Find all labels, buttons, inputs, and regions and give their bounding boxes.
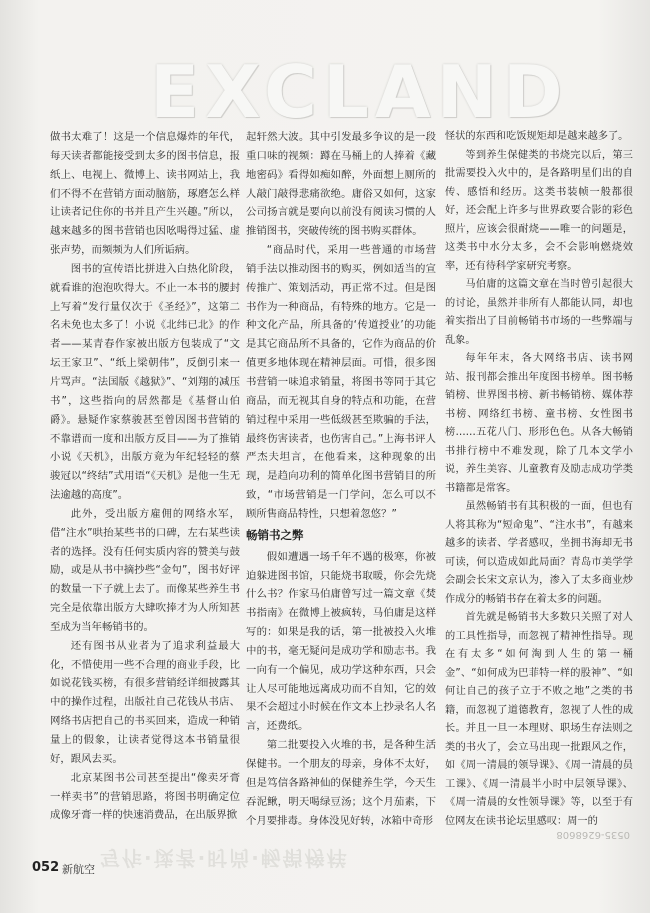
text-column-3 [445,128,633,831]
paragraph: 图书的宣传语比拼进入白热化阶段，就看谁的泡泡吹得大。不止一本书的腰封上写着“发行量仅次于《圣经》”，这第二名未免也太多了！小说《北纬已北》的作者——某青春作家被出版方包装成了“文坛王家卫”、“纸上梁朝伟”，反倒引来一片骂声。“法国版《越狱》”、“刘翔的减压书”，这些指向的居然都是《基督山伯爵》。悬疑作家蔡骏甚至曾因图书营销的不靠谱而一度和出版方反目——为了推销小说《天机》，出版方竟为年纪轻轻的蔡骏冠以“终结”式用语“《天机》是他一生无法逾越的高度”。 [50,262,240,502]
bleed-through-phone: 0535-6268608 [556,829,630,840]
page-number: 052 [32,860,60,875]
paragraph: 马伯庸的这篇文章在当时曾引起很大的讨论，虽然并非所有人都能认同，却也着实指出了目前畅销书市场的一些弊端与乱象。 [445,279,633,346]
paragraph: 怪状的东西和吃饭规矩却是越来越多了。 [445,131,629,142]
paragraph: 北京某图书公司甚至提出“像卖牙膏一样卖书”的营销思路，将图书明确定位成像牙膏一样的快速消费品，在出版界掀 [50,771,240,822]
paragraph: 还有图书从业者为了追求利益最大化，不惜使用一些不合理的商业手段，比如说花钱买榜，有很多营销经详细披露其中的操作过程，出版社自己花钱从书店、网络书店把自己的书买回来，造成一种销量上的假象，让读者觉得这本书销量很好，跟风去买。 [50,639,240,765]
paragraph: 等到养生保健类的书烧完以后，第三批需要投入火中的，是各路明星们出的自传、感悟和经历。这类书装帧一般都很好，还会配上许多与世界政要合影的彩色照片，应该会很耐烧——唯一的问题是，这类书中水分太多，会不会影响燃烧效率，还有待科学家研究考察。 [445,149,633,272]
paragraph: 虽然畅销书有其积极的一面，但也有人将其称为“短命鬼”、“注水书”，有越来越多的读者、学者感叹，坐拥书海却无书可读，何以造成如此局面？青岛市美学学会副会长宋文京认为，渗入了太多商业炒作成分的畅销书存在着太多的问题。 [445,501,633,605]
paragraph: 首先就是畅销书大多数只关照了对人的工具性指导，而忽视了精神性指导。现在有太多“如何淘到人生的第一桶金”、“如何成为巴菲特一样的股神”、“如何让自己的孩子立于不败之地”之类的书籍，而忽视了道德教育，忽视了人性的成长。并且一旦一本理财、职场生存法则之类的书火了，会立马出现一批跟风之作，如《周一清晨的领导课》、《周一清晨的员工课》、《周一清晨半小时中层领导课》、《周一清晨的女性领导课》等，以至于有位网友在读书论坛里感叹：周一的 [445,612,633,827]
paragraph: 每年年末，各大网络书店、读书网站、报刊都会推出年度图书榜单。图书畅销榜、世界图书榜、新书畅销榜、媒体荐书榜、网络红书榜、童书榜、女性图书榜……五花八门、形形色色。从各大畅销书排行榜中不难发现，除了几本文学小说，养生美容、儿童教育及励志成功学类书籍都是常客。 [445,353,633,494]
paragraph: “商品时代，采用一些普通的市场营销手法以推动图书的购买，例如适当的宣传推广、策划活动，再正常不过。但是图书作为一种商品，有特殊的地方。它是一种文化产品，所具备的‘传道授业’的功能是其它商品所不具备的，它作为商品的价值更多地体现在精神层面。可惜，很多图书营销一味追求销量，将图书等同于其它商品，而无视其自身的特点和功能，在营销过程中采用一些低级甚至欺骗的手法，最终伤害读者，也伤害自己。”上海书评人严杰夫坦言，在他看来，这种现象的出现，是趋向功利的简单化图书营销目的所致，“市场营销是一门学问，怎么可以不顾所售商品特性，只想着忽悠？” [246,244,436,520]
section-heading: 畅销书之弊 [246,527,304,542]
banner-text: EXCLAND [150,50,569,130]
paragraph: 第二批要投入火堆的书，是各种生活保健书。一个朋友的母亲，身体不太好，但是笃信各路神仙的保健养生学，今天生吞泥鳅，明天喝绿豆汤；这个月茄素，下个月要排毒。身体没见好转，冰箱中奇形 [246,739,436,827]
text-column-2 [246,128,436,830]
paragraph: 起轩然大波。其中引发最多争议的是一段重口味的视频：蹲在马桶上的人捧着《藏地密码》看得如痴如醉，外面想上厕所的人敲门敲得悲痛欲绝。庸俗又如何，这家公司扬言就是要向以前没有阅读习惯的人推销图书，突破传统的图书购买群体。 [246,131,436,238]
paragraph: 假如遭遇一场千年不遇的极寒，你被迫躲进图书馆，只能烧书取暖，你会先烧什么书？作家马伯庸曾写过一篇文章《焚书指南》在微博上被疯转，马伯庸是这样写的：如果是我的话，第一批被投入火堆中的书，毫无疑问是成功学和励志书。我一向有一个偏见，成功学这种东西，只会让人尽可能地远离成功而不自知，它的效果不会超过小时候在作文本上抄录名人名言，还费纸。 [246,550,436,733]
bleed-through-text: 写作·读者·时尚·畅销榜样 [100,846,349,870]
magazine-name: 新航空 [62,863,95,876]
paragraph: 做书太难了！这是一个信息爆炸的年代，每天读者都能接受到太多的图书信息，报纸上、电视上、微博上、读书网站上，我们不得不在营销方面动脑筋，琢磨怎么样让读者记住你的书并且产生兴趣。”所以，越来越多的图书营销也因吆喝得过猛、虚张声势，而频频为人们所诟病。 [50,131,240,257]
decorative-banner [140,50,640,130]
paragraph: 此外，受出版方雇佣的网络水军，借“注水”哄抬某些书的口碑，左右某些读者的选择。没有任何实质内容的赞美与鼓励，或是从书中摘抄些“金句”，图书好评的数量一下子就上去了。而像某些养生书完全是依靠出版方大肆吹捧才为人所知甚至成为当年畅销书的。 [50,507,240,633]
text-column-1 [50,128,240,825]
